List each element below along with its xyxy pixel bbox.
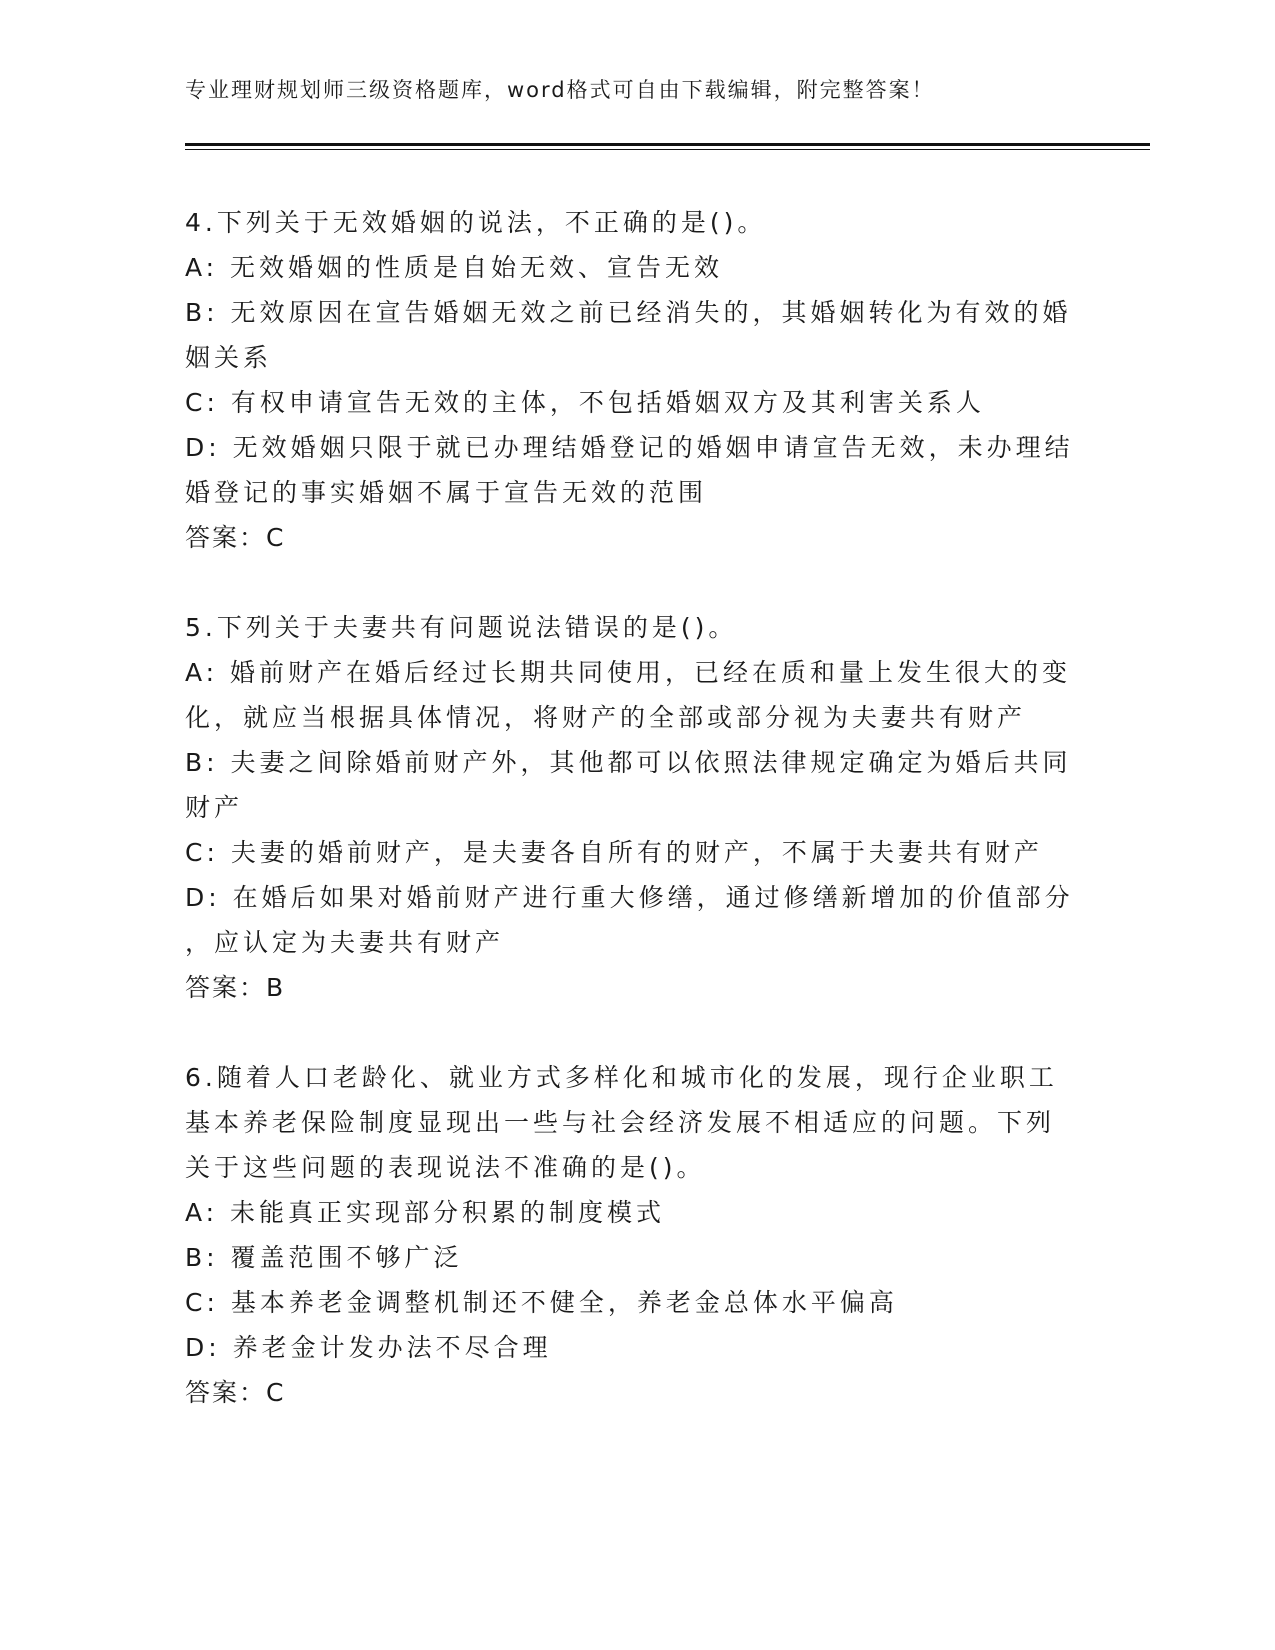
option-c: C: 夫妻的婚前财产，是夫妻各自所有的财产，不属于夫妻共有财产 <box>185 838 1043 867</box>
option-d-continued: ，应认定为夫妻共有财产 <box>185 928 505 957</box>
question-stem-continued: 基本养老保险制度显现出一些与社会经济发展不相适应的问题。下列 <box>185 1108 1056 1137</box>
page-header: 专业理财规划师三级资格题库，word格式可自由下载编辑，附完整答案！ <box>185 78 935 102</box>
option-a: A: 未能真正实现部分积累的制度模式 <box>185 1198 666 1227</box>
option-a: A: 婚前财产在婚后经过长期共同使用，已经在质和量上发生很大的变 <box>185 658 1072 687</box>
question-stem: 5.下列关于夫妻共有问题说法错误的是()。 <box>185 613 738 642</box>
answer: 答案：B <box>185 973 286 1002</box>
option-b-continued: 财产 <box>185 793 244 822</box>
option-a: A: 无效婚姻的性质是自始无效、宣告无效 <box>185 253 724 282</box>
answer: 答案：C <box>185 1378 286 1407</box>
option-b: B: 覆盖范围不够广泛 <box>185 1243 463 1272</box>
question-4 <box>185 200 1074 560</box>
option-d: D: 在婚后如果对婚前财产进行重大修缮，通过修缮新增加的价值部分 <box>185 883 1074 912</box>
option-b-continued: 姻关系 <box>185 343 273 372</box>
option-c: C: 有权申请宣告无效的主体，不包括婚姻双方及其利害关系人 <box>185 388 985 417</box>
header-rule-thick <box>185 143 1150 146</box>
question-stem-continued: 关于这些问题的表现说法不准确的是()。 <box>185 1153 706 1182</box>
question-stem: 6.随着人口老龄化、就业方式多样化和城市化的发展，现行企业职工 <box>185 1063 1058 1092</box>
question-stem: 4.下列关于无效婚姻的说法，不正确的是()。 <box>185 208 767 237</box>
option-b: B: 无效原因在宣告婚姻无效之前已经消失的，其婚姻转化为有效的婚 <box>185 298 1072 327</box>
question-6 <box>185 1055 1065 1415</box>
option-d: D: 无效婚姻只限于就已办理结婚登记的婚姻申请宣告无效，未办理结 <box>185 433 1074 462</box>
question-list <box>185 200 1074 1415</box>
option-c: C: 基本养老金调整机制还不健全，养老金总体水平偏高 <box>185 1288 898 1317</box>
question-5 <box>185 605 1074 1010</box>
option-b: B: 夫妻之间除婚前财产外，其他都可以依照法律规定确定为婚后共同 <box>185 748 1072 777</box>
option-d-continued: 婚登记的事实婚姻不属于宣告无效的范围 <box>185 478 708 507</box>
option-a-continued: 化，就应当根据具体情况，将财产的全部或部分视为夫妻共有财产 <box>185 703 1027 732</box>
answer: 答案：C <box>185 523 286 552</box>
option-d: D: 养老金计发办法不尽合理 <box>185 1333 552 1362</box>
header-rule-thin <box>185 149 1150 150</box>
